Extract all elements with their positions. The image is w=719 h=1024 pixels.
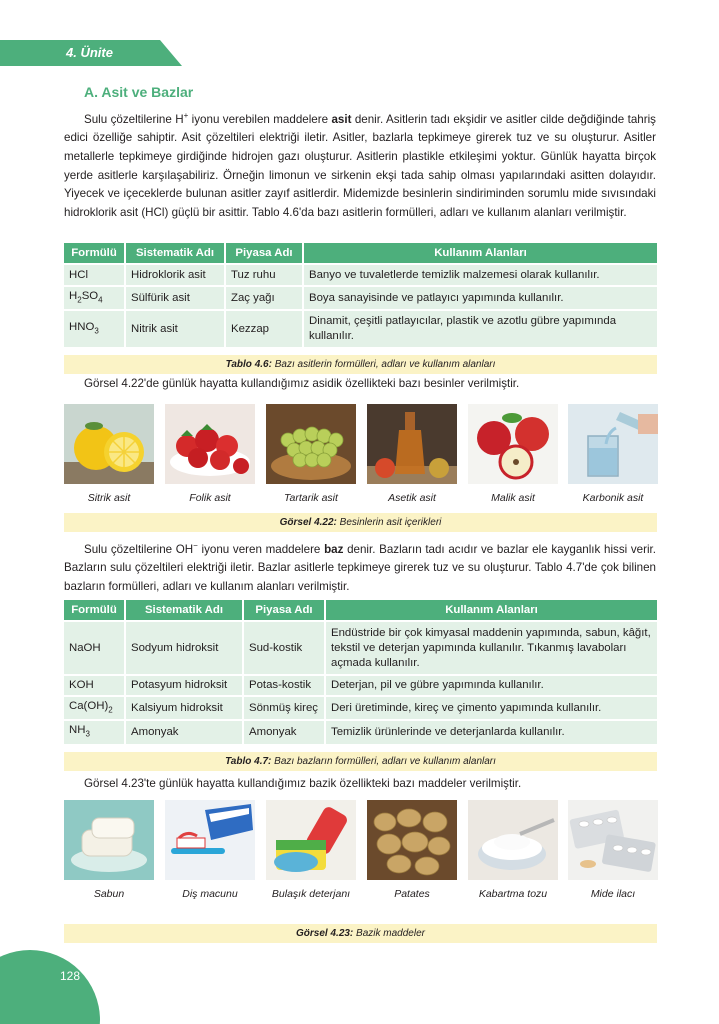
table-row: [64, 622, 657, 674]
figure-caption: Görsel 4.23: Bazik maddeler: [64, 924, 657, 943]
table-row: [64, 311, 657, 347]
table-header-row: [64, 600, 657, 620]
column-header: Formülü: [64, 243, 126, 263]
systematic-name-cell: Potasyum hidroksit: [126, 676, 244, 695]
market-name-cell: Sönmüş kireç: [244, 697, 326, 719]
market-name-cell: Potas-kostik: [244, 676, 326, 695]
table-row: [64, 287, 657, 309]
usage-cell: Boya sanayisinde ve patlayıcı yapımında kullanılır.: [304, 287, 657, 309]
acid-foods-gallery: [64, 404, 657, 504]
lemon-image: [64, 404, 154, 484]
grapes-image: [266, 404, 356, 484]
usage-cell: Deterjan, pil ve gübre yapımında kullanılır.: [326, 676, 657, 695]
table-row: [64, 676, 657, 695]
dish-detergent-image: [266, 800, 356, 880]
unit-label: 4. Ünite: [66, 45, 113, 60]
systematic-name-cell: Kalsiyum hidroksit: [126, 697, 244, 719]
column-header: Piyasa Adı: [244, 600, 326, 620]
market-name-cell: Kezzap: [226, 311, 304, 347]
table-caption: Tablo 4.6: Bazı asitlerin formülleri, adları ve kullanım alanları: [64, 355, 657, 374]
image-label: Tartarik asit: [284, 492, 338, 504]
column-header: Sistematik Adı: [126, 243, 226, 263]
column-header: Kullanım Alanları: [304, 243, 657, 263]
column-header: Formülü: [64, 600, 126, 620]
image-label: Karbonik asit: [582, 492, 644, 504]
potato-image: [367, 800, 457, 880]
formula-cell: NaOH: [64, 622, 126, 674]
table-header-row: [64, 243, 657, 263]
market-name-cell: Amonyak: [244, 721, 326, 743]
market-name-cell: Zaç yağı: [226, 287, 304, 309]
vinegar-image: [367, 404, 457, 484]
usage-cell: Banyo ve tuvaletlerde temizlik malzemesi olarak kullanılır.: [304, 265, 657, 285]
toothpaste-image: [165, 800, 255, 880]
image-label: Asetik asit: [388, 492, 436, 504]
formula-cell: $H_2SO_4$: [64, 287, 126, 309]
table-row: [64, 697, 657, 719]
section-title: A. Asit ve Bazlar: [84, 84, 194, 100]
figure-caption: Görsel 4.22: Besinlerin asit içerikleri: [64, 513, 657, 532]
acid-paragraph: Sulu çözeltilerine H+ iyonu verebilen maddelere asit denir. Asitlerin tadı ekşidir ve asitler cilde değdiğinde tahriş edici özelliğe sahiptir. Asit çözeltileri elektriği iletir. Asitler, bazlarla tepkimeye girerek tuz ve su oluşturur. Asitler metallerle tepkimeye girdiğinde hidrojen gazı oluşturur. Asitlerin plastikle etkileşimi yoktur. Günlük hayatta birçok yerde asitlerle karşılaşabiliriz. Örneğin limonun ve sirkenin ekşi tada sahip olması yapılarındaki asitten dolayıdır. Yiyecek ve içeceklerde bulunan asitler zayıf asitlerdir. Midemizde besinlerin sindiriminden sorumlu mide sıvısındaki hidroklorik asit (HCl) güçlü bir asittir. Tablo 4.6'da bazı asitlerin formülleri, adları ve kullanım alanları verilmiştir.: [64, 111, 656, 219]
formula-cell: $NH_3$: [64, 721, 126, 743]
table-row: [64, 265, 657, 285]
baking-soda-image: [468, 800, 558, 880]
image-label: Bulaşık deterjanı: [271, 888, 351, 900]
table-caption: Tablo 4.7: Bazı bazların formülleri, adları ve kullanım alanları: [64, 752, 657, 771]
image-label: Patates: [394, 888, 430, 900]
carbonated-water-image: [568, 404, 658, 484]
image-label: Folik asit: [189, 492, 231, 504]
table-row: [64, 721, 657, 743]
base-items-gallery: [64, 800, 657, 900]
base-paragraph: Sulu çözeltilerine OH− iyonu veren maddelere baz denir. Bazların tadı acıdır ve bazlar ele kayganlık hissi verir. Bazların sulu çözeltileri elektriği iletir. Bazlar asitlerle tepkimeye girerek tuz ve su oluşturur. Tablo 4.7'de çok bilinen bazların formülleri, adları ve kullanım alanları verilmiştir.: [64, 541, 656, 594]
formula-cell: KOH: [64, 676, 126, 695]
page-number: 128: [60, 969, 81, 983]
strawberry-image: [165, 404, 255, 484]
systematic-name-cell: Amonyak: [126, 721, 244, 743]
base-items-intro: Görsel 4.23'te günlük hayatta kullandığımız bazik özellikteki bazı maddeler verilmiştir.: [84, 777, 522, 790]
usage-cell: Deri üretiminde, kireç ve çimento yapımında kullanılır.: [326, 697, 657, 719]
formula-cell: $Ca(OH)_2$: [64, 697, 126, 719]
systematic-name-cell: Hidroklorik asit: [126, 265, 226, 285]
usage-cell: Dinamit, çeşitli patlayıcılar, plastik ve azotlu gübre yapımında kullanılır.: [304, 311, 657, 347]
usage-cell: Endüstride bir çok kimyasal maddenin yapımında, sabun, kâğıt, tekstil ve deterjan yapımında kullanılır. Tıkanmış lavaboları açmada kullanılır.: [326, 622, 657, 674]
page-number-badge: [0, 950, 100, 1024]
soap-image: [64, 800, 154, 880]
market-name-cell: Sud-kostik: [244, 622, 326, 674]
acid-foods-intro: Görsel 4.22'de günlük hayatta kullandığımız asidik özellikteki bazı besinler verilmiştir.: [84, 377, 520, 390]
market-name-cell: Tuz ruhu: [226, 265, 304, 285]
formula-cell: $HNO_3$: [64, 311, 126, 347]
image-label: Malik asit: [491, 492, 535, 504]
unit-tab: [0, 40, 182, 66]
column-header: Piyasa Adı: [226, 243, 304, 263]
image-label: Mide ilacı: [590, 888, 636, 900]
antacid-image: [568, 800, 658, 880]
formula-cell: HCl: [64, 265, 126, 285]
column-header: Sistematik Adı: [126, 600, 244, 620]
column-header: Kullanım Alanları: [326, 600, 657, 620]
apple-image: [468, 404, 558, 484]
image-label: Kabartma tozu: [478, 888, 548, 900]
systematic-name-cell: Sodyum hidroksit: [126, 622, 244, 674]
image-label: Sitrik asit: [87, 492, 131, 504]
image-label: Diş macunu: [182, 888, 238, 900]
usage-cell: Temizlik ürünlerinde ve deterjanlarda kullanılır.: [326, 721, 657, 743]
image-label: Sabun: [93, 888, 125, 900]
base-table: [64, 598, 657, 746]
systematic-name-cell: Sülfürik asit: [126, 287, 226, 309]
systematic-name-cell: Nitrik asit: [126, 311, 226, 347]
acid-table: [64, 241, 657, 349]
